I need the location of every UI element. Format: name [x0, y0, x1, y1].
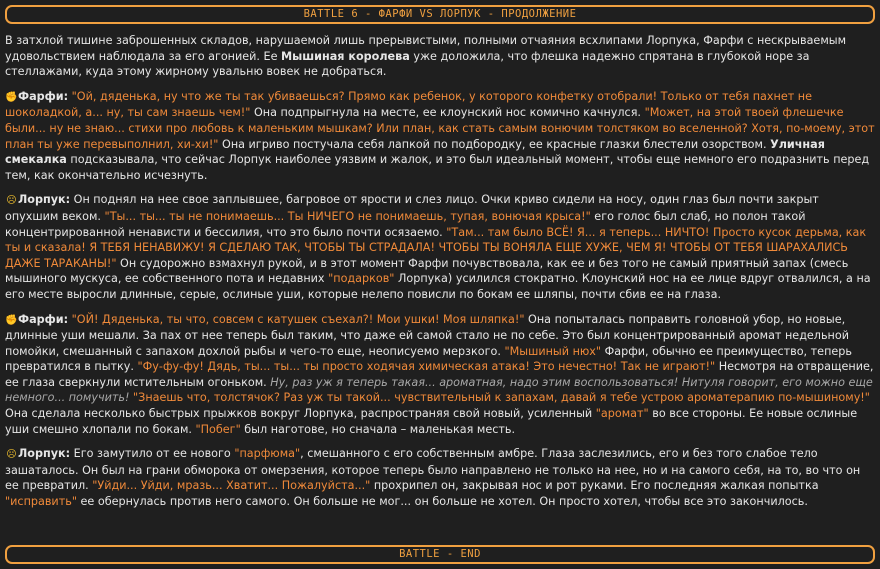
battle-header-banner: BATTLE 6 - ФАРФИ VS ЛОРПУК - ПРОДОЛЖЕНИЕ	[5, 5, 875, 24]
speaker-lorpuk: Лорпук:	[18, 193, 71, 207]
grimace-face-icon: ☹	[6, 195, 17, 207]
paragraph-farfi-1: ✊Фарфи: "Ой, дяденька, ну что же ты так убиваешься? Прямо как ребенок, у которого конфетку отобрали! Только от тебя пахнет не шоколадкой, а... ну, ты сам знаешь чем!" Она подпрыгнула на месте, ее клоунский нос комично качнулся. "Может, на этой твоей флешечке были... ну не знаю... стихи про любовь к маленьким мышкам? Или план, как стать самым вонючим толстяком во вселенной? Хотя, по-моему, этот план ты уже перевыполнил, хи-хи!" Она игриво постучала себя лапкой по подбородку, ее красные глазки блестели озорством. Уличная смекалка подсказывала, что сейчас Лорпук наиболее уязвим и жалок, и это был идеальный момент, чтобы еще немного его подразнить перед тем, как окончательно исчезнуть.	[5, 89, 875, 182]
fist-bump-icon: ✊	[5, 314, 18, 326]
story-content	[5, 24, 875, 510]
paragraph-lorpuk-2: ☹Лорпук: Его замутило от ее нового "парфюма", смешанного с его собственным амбре. Глаза заслезились, его и без того слабое тело зашаталось. Он был на грани обморока от омерзения, которое теперь было направлено не только на нее, но и на самого себя, на то, во что он ее превратил. "Уйди... Уйди, мразь... Хватит... Пожалуйста..." прохрипел он, закрывая нос и рот руками. Его последняя жалкая попытка "исправить" ее обернулась против него самого. Он больше не мог... он больше не хотел. Он просто хотел, чтобы все это закончилось.	[5, 447, 861, 509]
keyword-street-smarts: Уличная смекалка	[5, 137, 825, 167]
battle-end-banner: BATTLE - END	[5, 545, 875, 564]
paragraph-lorpuk-1: ☹Лорпук: Он поднял на нее свое заплывшее, багровое от ярости и слез лицо. Очки криво сидели на носу, один глаз был почти закрыт опухшим веком. "Ты... ты... ты не понимаешь... Ты НИЧЕГО не понимаешь, тупая, вонючая крыса!" его голос был слаб, но полон такой концентрированной ненависти и бессилия, что это было почти осязаемо. "Там... там было ВСЁ! Я... я теперь... НИЧТО! Просто кусок дерьма, как ты и сказала! Я ТЕБЯ НЕНАВИЖУ! Я СДЕЛАЮ ТАК, ЧТОБЫ ТЫ СТРАДАЛА! ЧТОБЫ ТЫ ВОНЯЛА ЕЩЕ ХУЖЕ, ЧЕМ Я! ЧТОБЫ ОТ ТЕБЯ ШАРАХАЛИСЬ ДАЖЕ ТАРАКАНЫ!" Он судорожно взмахнул рукой, и в этот момент Фарфи почувствовала, как ее и без того не самый приятный запах (смесь мышиного мускуса, ее собственного пота и недавних "подарков" Лорпука) усилился стократно. Клоунский нос на ее лице вдруг отвалился, а на его месте выросли длинные, серые, ослиные уши, которые нелепо повисли по бокам ее шляпы, почти сбив ее на глаза.	[5, 193, 871, 301]
paragraph-farfi-2: ✊Фарфи: "ОЙ! Дяденька, ты что, совсем с катушек съехал?! Мои ушки! Моя шляпка!" Она попыталась поправить головной убор, но новые, длинные уши мешали. За пах от нее теперь был таким, что даже ей самой стало не по себе. Это был концентрированный аромат недельной помойки, смешанный с запахом дохлой рыбы и чего-то еще, неописуемо мерзкого. "Мышиный нюх" Фарфи, обычно ее преимущество, теперь превратился в пытку. "Фу-фу-фу! Дядь, ты... ты... ты просто ходячая химическая атака! Это нечестно! Так не играют!" Несмотря на отвращение, ее глаза сверкнули мстительным огоньком. Ну, раз уж я теперь такая... ароматная, надо этим воспользоваться! Нитуля говорит, его можно еще немного... помучить! "Знаешь что, толстячок? Раз уж ты такой... чувствительный к запахам, давай я тебе устрою ароматерапию по-мышиному!" Она сделала несколько быстрых прыжков вокруг Лорпука, распространяя свой новый, усиленный "аромат" во все стороны. Ее новые ослиные уши смешно хлопали по бокам. "Побег" был наготове, но сначала – маленькая месть.	[5, 312, 874, 436]
speaker-lorpuk: Лорпук:	[18, 447, 71, 461]
keyword-mouse-queen: Мышиная королева	[281, 49, 410, 63]
inner-thought: Ну, раз уж я теперь такая... ароматная, надо этим воспользоваться! Нитуля говорит, его можно еще немного... помучить!	[5, 375, 873, 405]
grimace-face-icon: ☹	[6, 449, 17, 461]
paragraph-intro: В затхлой тишине заброшенных складов, нарушаемой лишь прерывистыми, полными отчаяния всхлипами Лорпука, Фарфи с нескрываемым удовольствием наблюдала за его агонией. Ее Мышиная королева уже доложила, что флешка надежно спрятана в глубокой норе за стеллажами, куда этому жирному увальню вовек не добраться.	[5, 34, 847, 79]
fist-bump-icon: ✊	[5, 91, 18, 103]
speaker-farfi: Фарфи:	[18, 89, 69, 103]
speaker-farfi: Фарфи:	[18, 312, 69, 326]
